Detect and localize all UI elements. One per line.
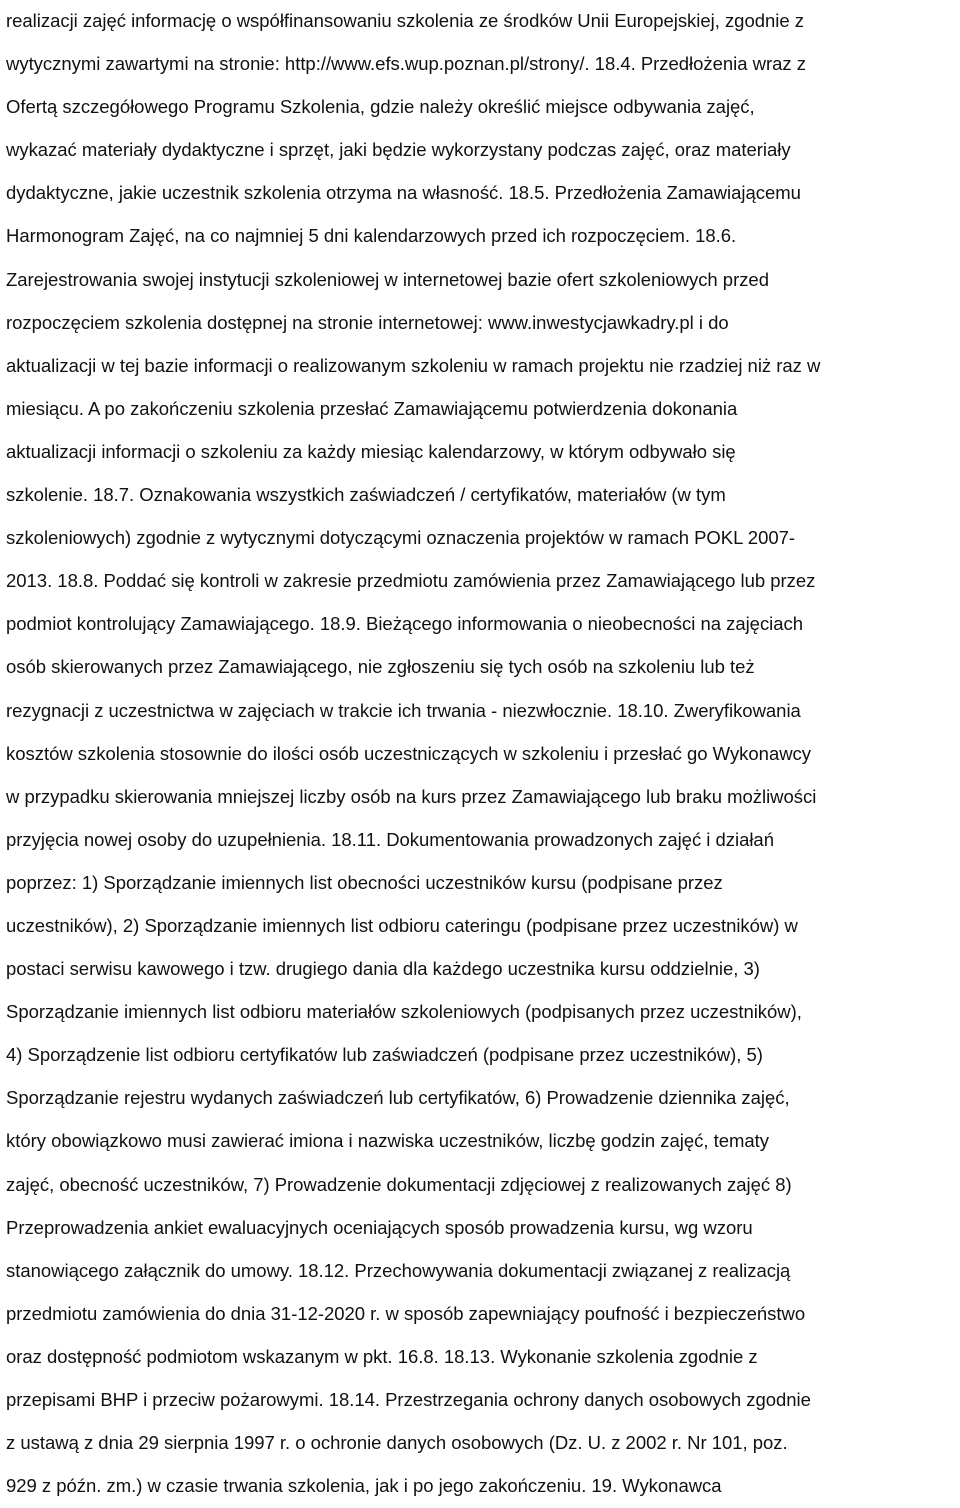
text-line: przedmiotu zamówienia do dnia 31-12-2020 r. w sposób zapewniający poufność i bezpieczeństwo (6, 1302, 806, 1324)
body-text (6, 0, 956, 1508)
text-line: przyjęcia nowej osoby do uzupełnienia. 18.11. Dokumentowania prowadzonych zajęć i działań (6, 828, 774, 850)
text-line: Sporządzanie imiennych list odbioru materiałów szkoleniowych (podpisanych przez uczestników), (6, 1001, 802, 1023)
text-line: przepisami BHP i przeciw pożarowymi. 18.14. Przestrzegania ochrony danych osobowych zgodnie (6, 1389, 811, 1410)
text-line: który obowiązkowo musi zawierać imiona i nazwiska uczestników, liczbę godzin zajęć, tematy (6, 1130, 770, 1152)
text-line: 4) Sporządzenie list odbioru certyfikatów lub zaświadczeń (podpisane przez uczestników), 5) (6, 1044, 763, 1066)
text-line: uczestników), 2) Sporządzanie imiennych list odbioru cateringu (podpisane przez uczestników) w (6, 914, 798, 936)
text-line: Harmonogram Zajęć, na co najmniej 5 dni kalendarzowych przed ich rozpoczęciem. 18.6. (6, 225, 737, 247)
text-line: z ustawą z dnia 29 sierpnia 1997 r. o ochronie danych osobowych (Dz. U. z 2002 r. Nr 101, poz. (6, 1432, 788, 1454)
text-line: rozpoczęciem szkolenia dostępnej na stronie internetowej: www.inwestycjawkadry.pl i do (6, 311, 729, 333)
text-line: 2013. 18.8. Poddać się kontroli w zakresie przedmiotu zamówienia przez Zamawiającego lub przez (6, 570, 816, 592)
text-line: stanowiącego załącznik do umowy. 18.12. Przechowywania dokumentacji związanej z realizacją (6, 1259, 791, 1281)
text-line: szkolenie. 18.7. Oznakowania wszystkich zaświadczeń / certyfikatów, materiałów (w tym (6, 484, 726, 506)
text-line: 929 z późn. zm.) w czasie trwania szkolenia, jak i po jego zakończeniu. 19. Wykonawca (6, 1475, 722, 1497)
text-line: wykazać materiały dydaktyczne i sprzęt, jaki będzie wykorzystany podczas zajęć, oraz materiały (6, 139, 791, 161)
text-line: oraz dostępność podmiotom wskazanym w pkt. 16.8. 18.13. Wykonanie szkolenia zgodnie z (6, 1345, 758, 1367)
text-line: aktualizacji w tej bazie informacji o realizowanym szkoleniu w ramach projektu nie rzadziej niż raz w (6, 354, 821, 376)
text-line: miesiącu. A po zakończeniu szkolenia przesłać Zamawiającemu potwierdzenia dokonania (6, 397, 738, 419)
text-line: Przeprowadzenia ankiet ewaluacyjnych oceniających sposób prowadzenia kursu, wg wzoru (6, 1216, 753, 1238)
text-line: w przypadku skierowania mniejszej liczby osób na kurs przez Zamawiającego lub braku możliwości (6, 785, 817, 807)
text-line: wytycznymi zawartymi na stronie: http://www.efs.wup.poznan.pl/strony/. 18.4. Przedłożenia wraz z (6, 53, 806, 75)
text-line: szkoleniowych) zgodnie z wytycznymi dotyczącymi oznaczenia projektów w ramach POKL 2007- (6, 527, 796, 549)
text-line: podmiot kontrolujący Zamawiającego. 18.9. Bieżącego informowania o nieobecności na zajęciach (6, 613, 804, 635)
text-line: osób skierowanych przez Zamawiającego, nie zgłoszeniu się tych osób na szkoleniu lub też (6, 656, 755, 678)
text-line: poprzez: 1) Sporządzanie imiennych list obecności uczestników kursu (podpisane przez (6, 871, 723, 893)
text-line: realizacji zajęć informację o współfinansowaniu szkolenia ze środków Unii Europejskiej, zgodnie z (6, 10, 804, 31)
text-line: postaci serwisu kawowego i tzw. drugiego dania dla każdego uczestnika kursu oddzielnie, 3) (6, 958, 760, 980)
text-line: Sporządzanie rejestru wydanych zaświadczeń lub certyfikatów, 6) Prowadzenie dziennika zajęć, (6, 1087, 790, 1109)
text-line: Zarejestrowania swojej instytucji szkoleniowej w internetowej bazie ofert szkoleniowych przed (6, 268, 769, 290)
text-line: kosztów szkolenia stosownie do ilości osób uczestniczących w szkoleniu i przesłać go Wykonawcy (6, 742, 812, 764)
text-line: rezygnacji z uczestnictwa w zajęciach w trakcie ich trwania - niezwłocznie. 18.10. Zweryfikowania (6, 699, 801, 721)
text-line: zajęć, obecność uczestników, 7) Prowadzenie dokumentacji zdjęciowej z realizowanych zajęć 8) (6, 1173, 792, 1195)
text-line: aktualizacji informacji o szkoleniu za każdy miesiąc kalendarzowy, w którym odbywało się (6, 440, 736, 462)
text-line: Ofertą szczegółowego Programu Szkolenia, gdzie należy określić miejsce odbywania zajęć, (6, 96, 755, 118)
text-line: dydaktyczne, jakie uczestnik szkolenia otrzyma na własność. 18.5. Przedłożenia Zamawiającemu (6, 182, 801, 204)
